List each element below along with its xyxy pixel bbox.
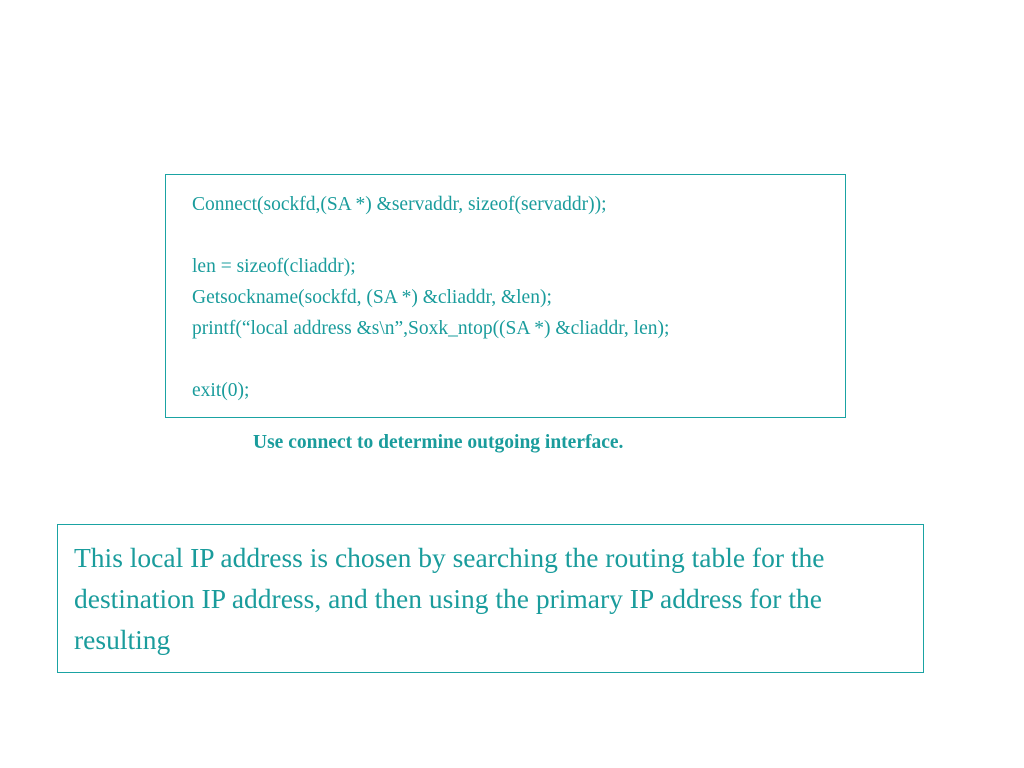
code-listing	[192, 189, 669, 406]
note-text: This local IP address is chosen by searching the routing table for the destination IP address, and then using the primary IP address for the resulting	[74, 542, 825, 655]
code-line-blank	[192, 344, 669, 375]
note-box	[57, 524, 924, 673]
code-line-blank	[192, 220, 669, 251]
code-line-connect: Connect(sockfd,(SA *) &servaddr, sizeof(servaddr));	[192, 194, 607, 215]
code-box	[165, 174, 846, 418]
code-line-getsockname: Getsockname(sockfd, (SA *) &cliaddr, &len);	[192, 287, 552, 308]
code-line-exit: exit(0);	[192, 380, 250, 401]
code-line-len: len = sizeof(cliaddr);	[192, 256, 356, 277]
code-line-printf: printf(“local address &s\n”,Soxk_ntop((SA *) &cliaddr, len);	[192, 318, 670, 339]
code-caption: Use connect to determine outgoing interface.	[253, 432, 624, 453]
